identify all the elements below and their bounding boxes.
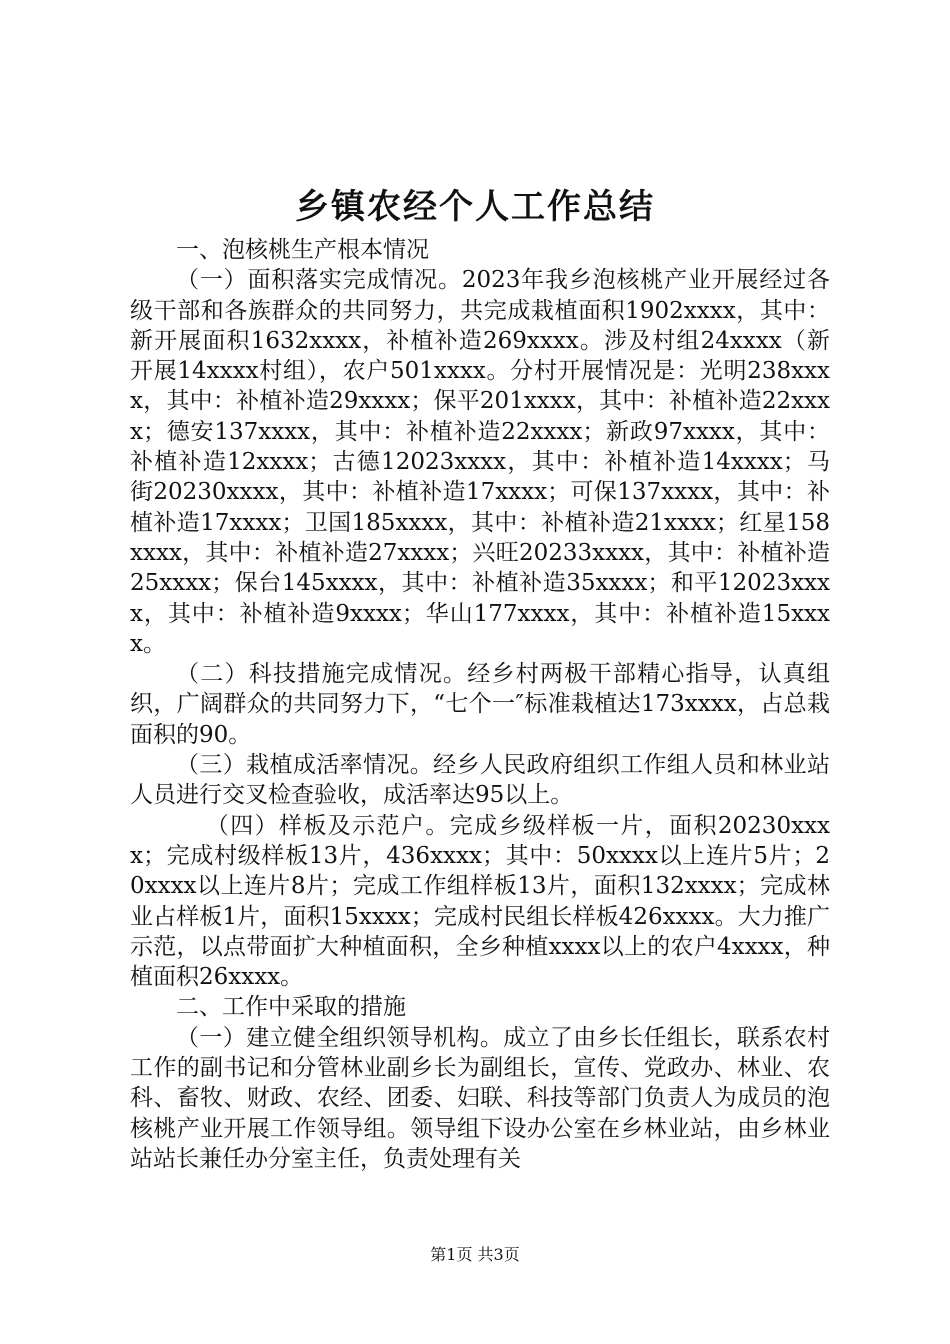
paragraph-organization: （一）建立健全组织领导机构。成立了由乡长任组长，联系农村工作的副书记和分管林业副乡长为副组长，宣传、党政办、林业、农科、畜牧、财政、农经、团委、妇联、科技等部门负责人为成员的泡核桃产业开展工作领导组。领导组下设办公室在乡林业站，由乡林业站站长兼任办分室主任，负责处理有关 xyxy=(130,1024,830,1172)
section-heading-1: 一、泡核桃生产根本情况 xyxy=(176,237,429,263)
document-body xyxy=(130,235,830,1174)
paragraph-survival-rate: （三）栽植成活率情况。经乡人民政府组织工作组人员和林业站人员进行交叉检查验收，成活率达95以上。 xyxy=(130,752,830,809)
document-title: 乡镇农经个人工作总结 xyxy=(295,187,655,227)
paragraph-demo-households: （四）样板及示范户。完成乡级样板一片，面积20230xxxx；完成村级样板13片，436xxxx；其中：50xxxx以上连片5片；20xxxx以上连片8片；完成工作组样板13片，面积132xxxx；完成林业占样板1片，面积15xxxx；完成村民组长样板426xxxx。大力推广示范，以点带面扩大种植面积，全乡种植xxxx以上的农户4xxxx，种植面积26xxxx。 xyxy=(130,812,830,991)
paragraph-area-completion: （一）面积落实完成情况。2023年我乡泡核桃产业开展经过各级干部和各族群众的共同努力，共完成栽植面积1902xxxx，其中：新开展面积1632xxxx，补植补造269xxxx。涉及村组24xxxx（新开展14xxxx村组），农户501xxxx。分村开展情况是：光明238xxxx，其中：补植补造29xxxx；保平201xxxx，其中：补植补造22xxxx；德安137xxxx，其中：补植补造22xxxx；新政97xxxx，其中：补植补造12xxxx；古德12023xxxx，其中：补植补造14xxxx；马街20230xxxx，其中：补植补造17xxxx；可保137xxxx，其中：补植补造17xxxx；卫国185xxxx，其中：补植补造21xxxx；红星158xxxx，其中：补植补造27xxxx；兴旺20233xxxx，其中：补植补造25xxxx；保台145xxxx，其中：补植补造35xxxx；和平12023xxxx，其中：补植补造9xxxx；华山177xxxx，其中：补植补造15xxxx。 xyxy=(130,267,830,657)
paragraph-tech-measures: （二）科技措施完成情况。经乡村两极干部精心指导，认真组织，广阔群众的共同努力下，“七个一″标准栽植达173xxxx，占总栽面积的90。 xyxy=(130,661,830,748)
page-footer: 第1页 共3页 xyxy=(430,1245,520,1264)
section-heading-2: 二、工作中采取的措施 xyxy=(176,994,406,1021)
